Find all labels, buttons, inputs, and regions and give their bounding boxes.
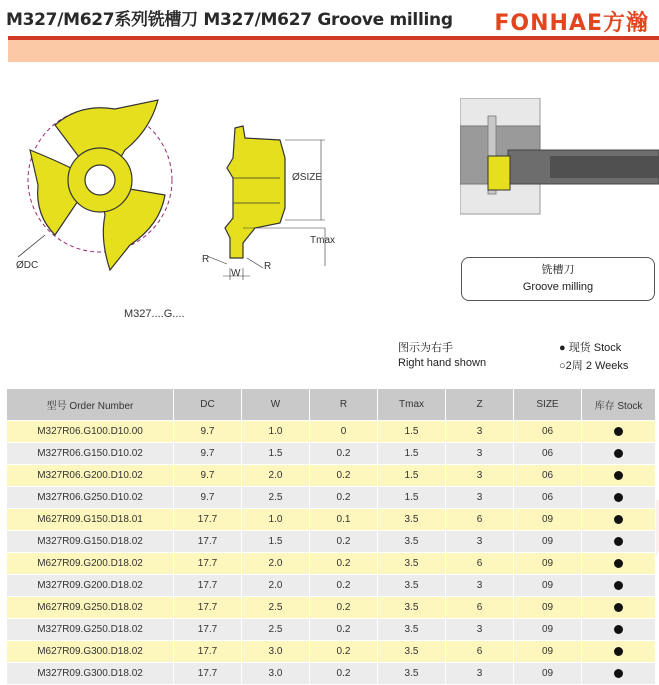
table-cell: 3.5	[378, 531, 446, 553]
table-row	[7, 641, 656, 663]
table-cell: 6	[446, 597, 514, 619]
table-cell: 3.5	[378, 575, 446, 597]
table-row	[7, 443, 656, 465]
table-cell: 0	[310, 421, 378, 443]
table-row	[7, 553, 656, 575]
table-cell: 3.0	[242, 641, 310, 663]
dc-label: ØDC	[16, 260, 39, 271]
table-cell: 1.5	[378, 421, 446, 443]
table-cell: 1.5	[378, 465, 446, 487]
table-cell: 3	[446, 619, 514, 641]
table-cell: 0.2	[310, 663, 378, 685]
table-cell: M327R09.G150.D18.02	[7, 531, 174, 553]
table-cell: 0.1	[310, 509, 378, 531]
table-cell: 17.7	[174, 553, 242, 575]
table-cell: 3	[446, 443, 514, 465]
table-cell: 3	[446, 487, 514, 509]
page-header	[0, 0, 659, 36]
table-cell: 09	[514, 619, 582, 641]
table-row	[7, 421, 656, 443]
table-cell: 3	[446, 575, 514, 597]
table-cell: 09	[514, 575, 582, 597]
hand-note-cn: 图示为右手	[398, 342, 453, 354]
stock-dot-icon	[614, 427, 623, 436]
table-cell: 17.7	[174, 575, 242, 597]
stock-dot-icon	[614, 669, 623, 678]
table-cell: 1.5	[378, 487, 446, 509]
order-table	[6, 388, 656, 685]
stock-cell	[582, 443, 656, 465]
stock-cell	[582, 487, 656, 509]
table-cell: 9.7	[174, 487, 242, 509]
stock-dot-icon	[614, 559, 623, 568]
table-cell: 09	[514, 553, 582, 575]
table-cell: 09	[514, 641, 582, 663]
table-cell: 3.5	[378, 641, 446, 663]
legend-weeks: ○2周 2 Weeks	[559, 360, 629, 372]
stock-dot-icon	[614, 449, 623, 458]
col-tmax: Tmax	[378, 389, 446, 421]
table-cell: 9.7	[174, 465, 242, 487]
table-cell: M327R06.G250.D10.02	[7, 487, 174, 509]
hand-note-en: Right hand shown	[398, 357, 487, 369]
page-title: M327/M627系列铣槽刀 M327/M627 Groove milling	[6, 10, 453, 30]
table-cell: M627R09.G150.D18.01	[7, 509, 174, 531]
stock-dot-icon	[614, 515, 623, 524]
stock-cell	[582, 553, 656, 575]
table-cell: M327R09.G200.D18.02	[7, 575, 174, 597]
table-cell: 3.5	[378, 619, 446, 641]
table-cell: 09	[514, 509, 582, 531]
table-cell: 06	[514, 487, 582, 509]
table-cell: 3.5	[378, 509, 446, 531]
size-label: ØSIZE	[292, 172, 323, 183]
table-cell: 0.2	[310, 465, 378, 487]
table-cell: 3.0	[242, 663, 310, 685]
table-cell: 9.7	[174, 443, 242, 465]
table-cell: 3	[446, 421, 514, 443]
table-cell: 3	[446, 531, 514, 553]
table-cell: 3.5	[378, 597, 446, 619]
table-cell: 0.2	[310, 575, 378, 597]
table-cell: 2.5	[242, 619, 310, 641]
table-cell: 2.0	[242, 465, 310, 487]
r-label-left: R	[202, 254, 210, 265]
table-cell: 6	[446, 641, 514, 663]
table-cell: M327R06.G100.D10.00	[7, 421, 174, 443]
stock-dot-icon	[614, 471, 623, 480]
table-cell: 09	[514, 531, 582, 553]
table-cell: 0.2	[310, 597, 378, 619]
table-cell: 0.2	[310, 553, 378, 575]
table-cell: 1.5	[378, 443, 446, 465]
table-row	[7, 487, 656, 509]
table-cell: 06	[514, 465, 582, 487]
table-cell: M627R09.G250.D18.02	[7, 597, 174, 619]
groove-milling-illustration	[460, 98, 659, 218]
col-dc: DC	[174, 389, 242, 421]
stock-cell	[582, 641, 656, 663]
stock-dot-icon	[614, 581, 623, 590]
table-cell: 3.5	[378, 553, 446, 575]
table-row	[7, 531, 656, 553]
stock-cell	[582, 531, 656, 553]
stock-cell	[582, 509, 656, 531]
brand-logo: FONHAE方瀚	[494, 11, 649, 36]
stock-dot-icon	[614, 603, 623, 612]
legend-stock: ● 现货 Stock	[559, 342, 622, 354]
table-cell: 1.0	[242, 509, 310, 531]
table-cell: 2.0	[242, 553, 310, 575]
table-cell: M327R06.G200.D10.02	[7, 465, 174, 487]
table-cell: M627R09.G300.D18.02	[7, 641, 174, 663]
w-label: W	[231, 268, 241, 279]
stock-cell	[582, 465, 656, 487]
table-cell: 6	[446, 509, 514, 531]
col-w: W	[242, 389, 310, 421]
table-row	[7, 575, 656, 597]
table-cell: 6	[446, 553, 514, 575]
table-cell: 1.0	[242, 421, 310, 443]
application-label-en: Groove milling	[522, 281, 594, 293]
col-size: SIZE	[514, 389, 582, 421]
table-cell: 09	[514, 597, 582, 619]
stock-dot-icon	[614, 493, 623, 502]
table-cell: M627R09.G200.D18.02	[7, 553, 174, 575]
table-cell: 3	[446, 465, 514, 487]
table-cell: 17.7	[174, 509, 242, 531]
stock-cell	[582, 619, 656, 641]
cutter-front-view	[0, 95, 180, 285]
stock-dot-icon	[614, 537, 623, 546]
table-cell: 3	[446, 663, 514, 685]
table-cell: 0.2	[310, 619, 378, 641]
table-cell: 1.5	[242, 443, 310, 465]
table-cell: 17.7	[174, 531, 242, 553]
col-z: Z	[446, 389, 514, 421]
table-header-row	[7, 389, 656, 421]
table-cell: 17.7	[174, 597, 242, 619]
table-cell: 0.2	[310, 487, 378, 509]
table-cell: 9.7	[174, 421, 242, 443]
table-cell: 0.2	[310, 443, 378, 465]
tmax-label: Tmax	[310, 235, 335, 246]
col-r: R	[310, 389, 378, 421]
table-row	[7, 509, 656, 531]
stock-dot-icon	[614, 647, 623, 656]
table-cell: M327R09.G300.D18.02	[7, 663, 174, 685]
table-cell: 17.7	[174, 619, 242, 641]
table-row	[7, 619, 656, 641]
table-cell: 17.7	[174, 663, 242, 685]
table-row	[7, 597, 656, 619]
table-cell: M327R09.G250.D18.02	[7, 619, 174, 641]
stock-cell	[582, 597, 656, 619]
table-cell: 2.0	[242, 575, 310, 597]
stock-dot-icon	[614, 625, 623, 634]
table-cell: 17.7	[174, 641, 242, 663]
table-cell: 2.5	[242, 597, 310, 619]
table-cell: 06	[514, 421, 582, 443]
table-cell: 0.2	[310, 641, 378, 663]
header-band	[8, 40, 659, 62]
col-stock: 库存 Stock	[582, 389, 656, 421]
stock-cell	[582, 575, 656, 597]
table-row	[7, 465, 656, 487]
model-label: M327....G....	[124, 308, 185, 320]
table-cell: 1.5	[242, 531, 310, 553]
application-label-cn: 铣槽刀	[541, 264, 575, 276]
r-label-right: R	[264, 261, 272, 272]
table-cell: M327R06.G150.D10.02	[7, 443, 174, 465]
table-cell: 2.5	[242, 487, 310, 509]
table-cell: 06	[514, 443, 582, 465]
table-cell: 3.5	[378, 663, 446, 685]
col-order-number: 型号 Order Number	[7, 389, 174, 421]
application-caption	[461, 257, 655, 301]
table-cell: 09	[514, 663, 582, 685]
table-cell: 0.2	[310, 531, 378, 553]
stock-cell	[582, 421, 656, 443]
